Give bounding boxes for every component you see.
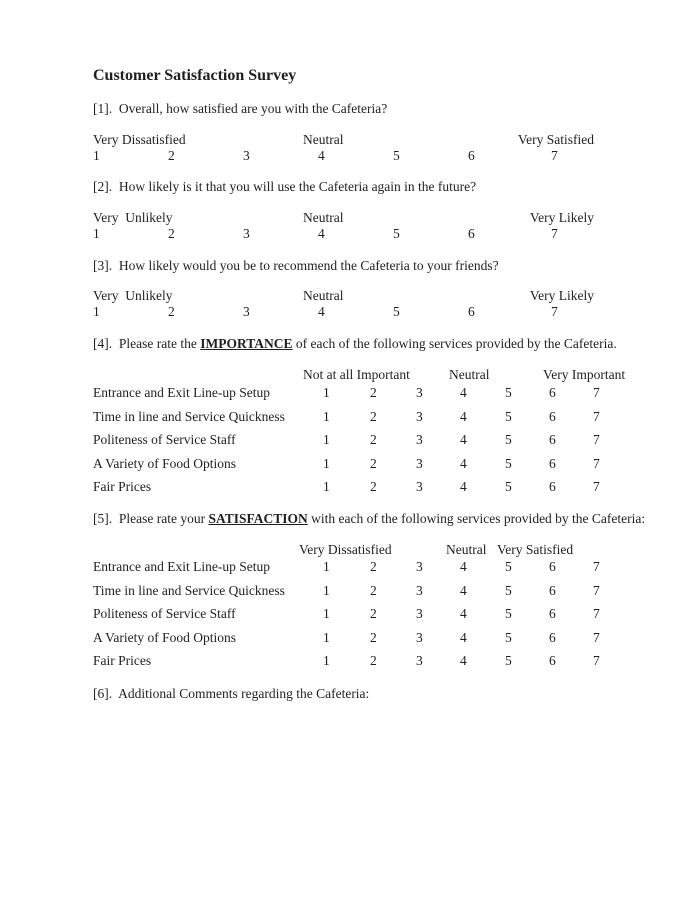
scale-number: 5	[505, 582, 512, 598]
scale-number: 5	[505, 559, 512, 574]
scale-number: 6	[468, 304, 475, 319]
scale-number: 2	[168, 226, 175, 241]
scale-number: 1	[323, 653, 330, 668]
scale-number: 5	[393, 304, 400, 319]
scale-number: 2	[370, 629, 377, 645]
scale-number: 2	[370, 455, 377, 471]
question-4-suffix: of each of the following services provided by the Cafeteria.	[292, 336, 617, 351]
scale-number: 3	[416, 629, 423, 645]
scale-number: 3	[416, 559, 423, 574]
scale-number: 7	[551, 148, 558, 163]
scale-number: 1	[323, 455, 330, 471]
scale-number: 2	[370, 385, 377, 400]
scale-number: 6	[549, 629, 556, 645]
scale-number: 6	[549, 432, 556, 447]
question-6-text: [6]. Additional Comments regarding the Cafeteria:	[93, 686, 370, 701]
scale-number: 1	[323, 385, 330, 400]
scale-number: 3	[416, 582, 423, 598]
rating-numbers	[93, 409, 653, 433]
scale-number: 4	[460, 385, 467, 400]
document-title: Customer Satisfaction Survey	[93, 67, 297, 84]
table-row	[93, 385, 653, 409]
scale-number: 1	[323, 582, 330, 598]
scale-number: 1	[93, 148, 100, 163]
scale-number: 4	[318, 304, 325, 319]
service-label: Time in line and Service Quickness	[93, 408, 285, 424]
scale-number: 6	[549, 606, 556, 621]
table-row	[93, 653, 653, 677]
header-label-left: Not at all Important	[303, 367, 410, 382]
scale-number: 5	[505, 455, 512, 471]
scale-number: 7	[593, 606, 600, 621]
table-row	[93, 432, 653, 456]
importance-table-header	[93, 367, 653, 383]
rating-numbers	[93, 385, 653, 409]
scale-number: 7	[593, 479, 600, 494]
scale-number: 1	[323, 479, 330, 494]
rating-numbers	[93, 559, 653, 583]
rating-numbers	[93, 456, 653, 480]
rating-numbers	[93, 606, 653, 630]
importance-table	[93, 385, 653, 503]
scale-number: 7	[593, 432, 600, 447]
service-label: Politeness of Service Staff	[93, 432, 236, 447]
scale-number: 5	[505, 432, 512, 447]
scale-number: 4	[460, 582, 467, 598]
scale-number: 1	[93, 226, 100, 241]
scale-number: 6	[549, 455, 556, 471]
header-label-center: Neutral	[446, 542, 487, 557]
header-label-right: Very Important	[543, 367, 626, 382]
scale-number: 3	[416, 606, 423, 621]
scale-number: 3	[416, 479, 423, 494]
scale-number: 3	[416, 385, 423, 400]
scale-label-center: Neutral	[303, 210, 344, 225]
scale-number: 5	[505, 629, 512, 645]
question-5-suffix: with each of the following services provided by the Cafeteria:	[307, 511, 646, 526]
scale-number: 6	[549, 559, 556, 574]
service-label: Time in line and Service Quickness	[93, 582, 285, 598]
table-row	[93, 630, 653, 654]
scale-number: 2	[370, 559, 377, 574]
question-3-scale-labels	[93, 288, 594, 304]
rating-numbers	[93, 432, 653, 456]
scale-number: 1	[323, 559, 330, 574]
scale-number: 5	[393, 226, 400, 241]
scale-number: 4	[460, 629, 467, 645]
scale-number: 7	[593, 582, 600, 598]
scale-number: 2	[168, 148, 175, 163]
scale-number: 4	[460, 653, 467, 668]
scale-number: 1	[323, 408, 330, 424]
scale-number: 7	[593, 408, 600, 424]
scale-number: 7	[593, 455, 600, 471]
service-label: A Variety of Food Options	[93, 455, 237, 471]
scale-number: 7	[593, 385, 600, 400]
question-2-scale-numbers	[93, 226, 594, 242]
scale-number: 4	[460, 559, 467, 574]
question-1-text: [1]. Overall, how satisfied are you with the Cafeteria?	[93, 101, 388, 116]
table-row	[93, 479, 653, 503]
service-label: A Variety of Food Options	[93, 629, 237, 645]
rating-numbers	[93, 653, 653, 677]
table-row	[93, 456, 653, 480]
scale-number: 3	[416, 455, 423, 471]
header-label-left: Very Dissatisfied	[299, 542, 392, 557]
scale-number: 7	[593, 629, 600, 645]
satisfaction-table	[93, 559, 653, 677]
scale-number: 1	[323, 432, 330, 447]
scale-number: 4	[318, 226, 325, 241]
question-4-text	[93, 335, 617, 352]
scale-number: 5	[505, 408, 512, 424]
table-row	[93, 559, 653, 583]
scale-number: 5	[393, 148, 400, 163]
service-label: Entrance and Exit Line-up Setup	[93, 559, 270, 574]
scale-label-right: Very Likely	[529, 210, 594, 225]
rating-numbers	[93, 479, 653, 503]
scale-number: 5	[505, 653, 512, 668]
table-row	[93, 409, 653, 433]
scale-number: 6	[549, 582, 556, 598]
scale-number: 6	[549, 385, 556, 400]
service-label: Entrance and Exit Line-up Setup	[93, 385, 270, 400]
scale-number: 6	[468, 148, 475, 163]
scale-number: 1	[323, 606, 330, 621]
table-row	[93, 606, 653, 630]
scale-number: 7	[551, 304, 558, 319]
service-label: Fair Prices	[93, 653, 152, 668]
scale-number: 3	[416, 432, 423, 447]
question-5-emphasis: SATISFACTION	[208, 511, 308, 526]
scale-number: 7	[551, 226, 558, 241]
scale-number: 2	[370, 582, 377, 598]
question-5-text	[93, 510, 645, 527]
question-4-prefix: [4]. Please rate the	[93, 336, 201, 351]
scale-number: 6	[468, 226, 475, 241]
scale-number: 6	[549, 653, 556, 668]
scale-number: 4	[460, 606, 467, 621]
question-1-scale-labels	[93, 132, 594, 148]
scale-number: 2	[370, 432, 377, 447]
question-1-scale-numbers	[93, 148, 594, 164]
scale-number: 4	[318, 148, 325, 163]
scale-number: 3	[243, 304, 250, 319]
scale-number: 1	[93, 304, 100, 319]
scale-label-right: Very Satisfied	[517, 132, 594, 147]
question-2-text: [2]. How likely is it that you will use the Cafeteria again in the future?	[93, 179, 477, 194]
scale-number: 2	[370, 479, 377, 494]
satisfaction-table-header	[93, 542, 653, 558]
scale-number: 3	[243, 148, 250, 163]
scale-number: 1	[323, 629, 330, 645]
table-row	[93, 583, 653, 607]
question-4-emphasis: IMPORTANCE	[200, 336, 293, 351]
scale-number: 2	[370, 606, 377, 621]
service-label: Fair Prices	[93, 479, 152, 494]
scale-number: 5	[505, 606, 512, 621]
scale-number: 7	[593, 653, 600, 668]
scale-number: 2	[370, 408, 377, 424]
rating-numbers	[93, 630, 653, 654]
scale-number: 5	[505, 385, 512, 400]
scale-label-center: Neutral	[303, 132, 344, 147]
scale-number: 6	[549, 408, 556, 424]
rating-numbers	[93, 583, 653, 607]
scale-label-left: Very Unlikely	[93, 210, 173, 225]
service-label: Politeness of Service Staff	[93, 606, 236, 621]
scale-number: 4	[460, 432, 467, 447]
question-2-scale-labels	[93, 210, 594, 226]
scale-number: 4	[460, 455, 467, 471]
scale-number: 3	[416, 408, 423, 424]
scale-number: 2	[168, 304, 175, 319]
scale-label-left: Very Unlikely	[93, 288, 173, 303]
header-label-right: Very Satisfied	[497, 542, 574, 557]
header-label-center: Neutral	[449, 367, 490, 382]
scale-number: 3	[243, 226, 250, 241]
scale-label-center: Neutral	[303, 288, 344, 303]
scale-number: 6	[549, 479, 556, 494]
scale-number: 3	[416, 653, 423, 668]
scale-label-left: Very Dissatisfied	[93, 132, 186, 147]
scale-number: 5	[505, 479, 512, 494]
scale-number: 4	[460, 479, 467, 494]
scale-number: 2	[370, 653, 377, 668]
scale-label-right: Very Likely	[529, 288, 594, 303]
scale-number: 4	[460, 408, 467, 424]
scale-number: 7	[593, 559, 600, 574]
question-3-scale-numbers	[93, 304, 594, 320]
question-5-prefix: [5]. Please rate your	[93, 511, 209, 526]
question-3-text: [3]. How likely would you be to recommend the Cafeteria to your friends?	[93, 258, 499, 273]
